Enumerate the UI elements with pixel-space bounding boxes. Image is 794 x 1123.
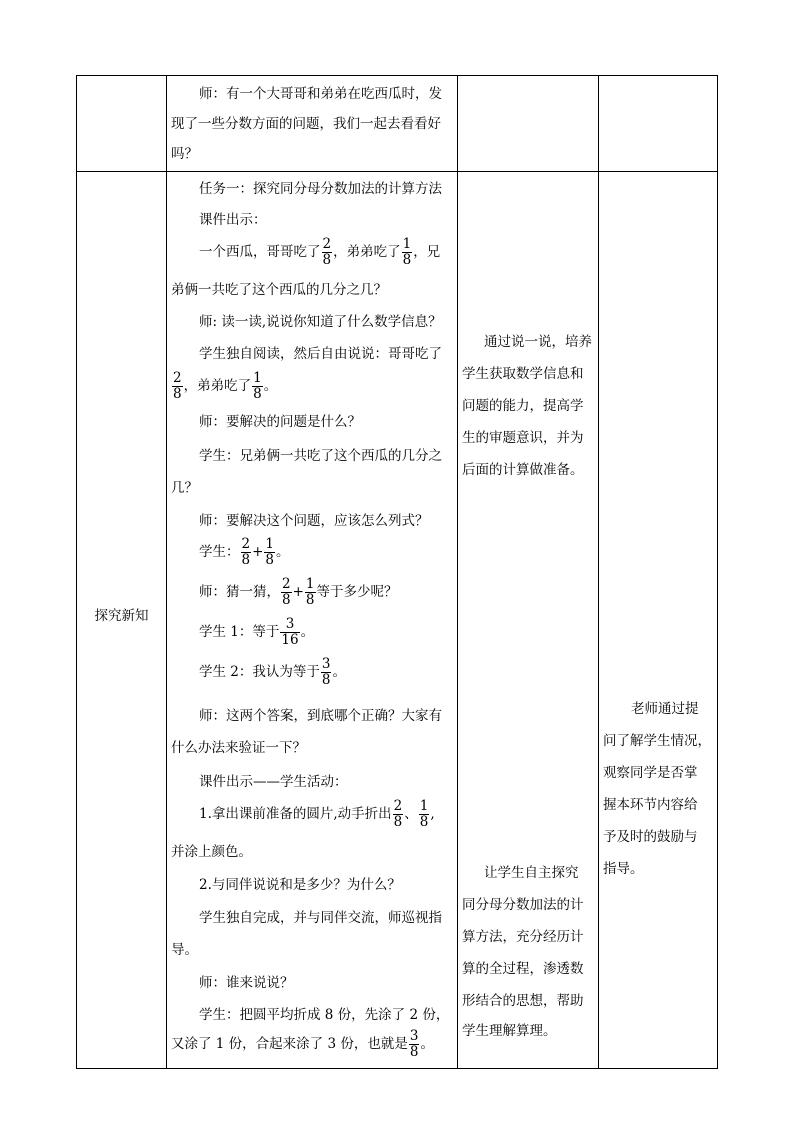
fraction-two-eighths: $\frac{2}{8}$	[322, 236, 332, 268]
content-line: 学生 2：我认为等于 $\frac{3}{8}$ 。	[199, 656, 346, 688]
content-line: 师: 读一读,说说你知道了什么数学信息？	[199, 314, 442, 330]
intro-content-cell	[167, 76, 458, 172]
fraction-two-eighths: $\frac{2}{8}$	[393, 798, 403, 830]
explore-row	[77, 172, 718, 1069]
content-line: $\frac{2}{8}$ ，弟弟吃了 $\frac{1}{8}$ 。	[173, 370, 278, 402]
content-line: 任务一：探究同分母分数加法的计算方法	[199, 181, 442, 197]
fraction-one-eighth: $\frac{1}{8}$	[253, 370, 262, 402]
content-line: 学生独自完成，并与同伴交流，师巡视指	[199, 910, 442, 926]
intent-line: 问题的能力，提高学	[462, 398, 584, 414]
section-content-cell	[167, 172, 458, 1069]
intent-line: 算方法，充分经历计	[462, 929, 584, 945]
evaluation-line: 握本环节内容给	[603, 797, 698, 813]
fraction-one-eighth: $\frac{1}{8}$	[402, 236, 412, 268]
fraction-one-eighth: $\frac{1}{8}$	[305, 576, 315, 608]
content-line: 课件出示——学生活动：	[199, 774, 348, 790]
content-line: 师：这两个答案，到底哪个正确？大家有	[199, 708, 442, 724]
content-line: 学生 1：等于 $\frac{3}{16}$ 。	[199, 616, 315, 648]
intent-line: 学生理解算理。	[462, 1023, 557, 1039]
intent-line: 后面的计算做准备。	[462, 462, 584, 478]
intent-line: 同分母分数加法的计	[462, 897, 584, 913]
intro-row	[77, 76, 718, 172]
content-line: 师：要解决的问题是什么？	[199, 414, 361, 430]
content-line: 2.与同伴说说和是多少？为什么？	[199, 877, 401, 893]
content-line: 又涂了 1 份，合起来涂了 3 份，也就是 $\frac{3}{8}$ 。	[171, 1028, 434, 1060]
section-label-cell	[77, 172, 167, 1069]
content-line: 学生独自阅读，然后自由说说：哥哥吃了	[199, 346, 442, 362]
fraction-three-sixteenths: $\frac{3}{16}$	[281, 616, 299, 648]
content-line: 导。	[171, 942, 198, 958]
intro-line-3: 吗？	[171, 146, 198, 162]
design-intent-cell	[458, 172, 599, 1069]
intent-line: 生的审题意识，并为	[462, 430, 584, 446]
content-line: 学生：把圆平均折成 8 份，先涂了 2 份，	[199, 1007, 450, 1023]
intent-line: 通过说一说，培养	[484, 334, 592, 350]
intent-line: 形结合的思想，帮助	[462, 993, 584, 1009]
fraction-one-eighth: $\frac{1}{8}$	[419, 798, 429, 830]
fraction-two-eighths: $\frac{2}{8}$	[241, 536, 251, 568]
fraction-one-eighth: $\frac{1}{8}$	[265, 536, 274, 568]
intro-stage-cell	[77, 76, 167, 172]
content-line: 什么办法来验证一下？	[171, 740, 306, 756]
section-label: 探究新知	[94, 608, 149, 624]
evaluation-line: 问了解学生情况，	[603, 733, 711, 749]
evaluation-line: 观察同学是否掌	[603, 765, 698, 781]
content-line: 师：要解决这个问题，应该怎么列式？	[199, 513, 429, 529]
intent-line: 学生获取数学信息和	[462, 366, 584, 382]
content-line: 弟俩一共吃了这个西瓜的几分之几？	[171, 282, 387, 298]
content-line: 几？	[171, 480, 198, 496]
content-line: 并涂上颜色。	[171, 844, 252, 860]
intent-line: 让学生自主探究	[484, 865, 579, 881]
fraction-three-eighths: $\frac{3}{8}$	[409, 1028, 419, 1060]
content-line: 一个西瓜，哥哥吃了 $\frac{2}{8}$ ，弟弟吃了 $\frac{1}{8}$ ，兄	[199, 236, 441, 268]
fraction-two-eighths: $\frac{2}{8}$	[282, 576, 291, 608]
content-line: 课件出示：	[199, 212, 267, 228]
evaluation-line: 指导。	[603, 861, 644, 877]
evaluation-cell	[599, 172, 718, 1069]
intro-line-1: 师：有一个大哥哥和弟弟在吃西瓜时，发	[199, 86, 442, 102]
content-line: 学生： $\frac{2}{8}$ + $\frac{1}{8}$ 。	[199, 536, 290, 568]
fraction-two-eighths: $\frac{2}{8}$	[173, 370, 182, 402]
intro-intent-cell	[458, 76, 599, 172]
fraction-three-eighths: $\frac{3}{8}$	[321, 656, 331, 688]
content-line: 学生：兄弟俩一共吃了这个西瓜的几分之	[199, 448, 442, 464]
lesson-table	[76, 75, 718, 1069]
content-line: 师：谁来说说？	[199, 975, 294, 991]
content-line: 1.拿出课前准备的圆片,动手折出 $\frac{2}{8}$ 、 $\frac{1}{8}$ ,	[199, 798, 435, 830]
evaluation-line: 老师通过提	[631, 701, 699, 717]
evaluation-line: 予及时的鼓励与	[603, 829, 698, 845]
intent-line: 算的全过程，渗透数	[462, 961, 584, 977]
intro-eval-cell	[599, 76, 718, 172]
content-line: 师：猜一猜， $\frac{2}{8}$ + $\frac{1}{8}$ 等于多少呢？	[199, 576, 398, 608]
intro-line-2: 现了一些分数方面的问题，我们一起去看看好	[171, 116, 441, 132]
